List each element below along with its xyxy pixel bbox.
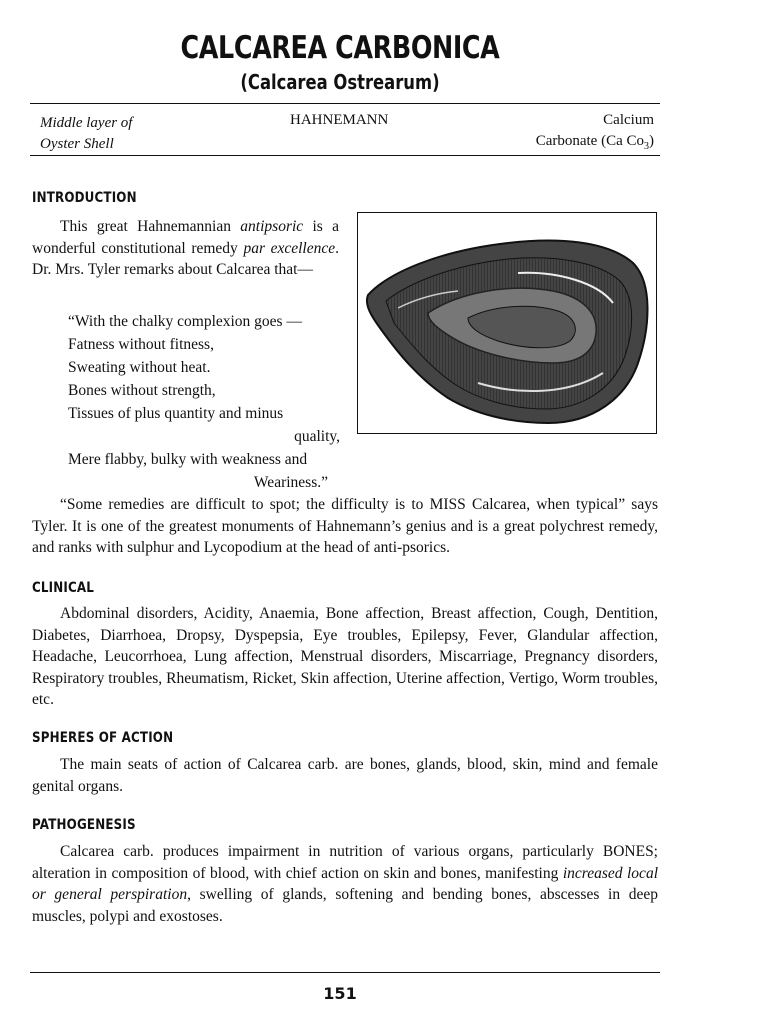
chemical-formula: [536, 110, 654, 157]
header-top-rule: [30, 103, 660, 104]
quote-line: Sweating without heat.: [68, 359, 211, 376]
clinical-paragraph: Abdominal disorders, Acidity, Anaemia, Bone affection, Breast affection, Cough, Dentition, Diabetes, Diarrhoea, Dropsy, Dyspepsia, Eye troubles, Epilepsy, Fever, Glandular affection, Headache, Leucorrhoea, Lung affection, Menstrual disorders, Miscarriage, Pregnancy disorders, Respiratory troubles, Rheumatism, Ricket, Skin affection, Uterine affection, Vertigo, Worm troubles, etc.: [32, 605, 658, 708]
prover-name: HAHNEMANN: [290, 112, 389, 128]
pathogenesis-em: increased local or general perspiration: [32, 864, 658, 903]
tyler-quote: [68, 310, 340, 494]
footer-rule: [30, 972, 660, 973]
source-line-2: Oyster Shell: [40, 136, 114, 152]
formula-line-2: [536, 131, 654, 157]
pathogenesis-text-b: , swelling of glands, softening and bending bones, abscesses in deep muscles, polypi and exostoses.: [32, 886, 658, 925]
oyster-shell-image: [358, 213, 655, 432]
quote-line: quality,: [294, 428, 340, 445]
intro-text-b: is a wonderful constitutional remedy: [32, 218, 340, 257]
pathogenesis-paragraph: [32, 841, 658, 927]
spheres-paragraph: The main seats of action of Calcarea carb. are bones, glands, blood, skin, mind and female genital organs.: [32, 756, 658, 795]
quote-line: Mere flabby, bulky with weakness and: [68, 451, 308, 468]
intro-paragraph-1: [32, 216, 339, 281]
quote-line: Tissues of plus quantity and minus: [68, 405, 284, 422]
intro-text-c: . Dr. Mrs. Tyler remarks about Calcarea that—: [32, 239, 339, 278]
oyster-shell-illustration: [357, 212, 657, 434]
formula-subscript: 3: [644, 141, 649, 152]
heading-clinical: CLINICAL: [32, 580, 95, 596]
heading-introduction: INTRODUCTION: [32, 190, 137, 206]
page-title: CALCAREA CARBONICA: [180, 30, 500, 66]
quote-line: Fatness without fitness,: [68, 336, 214, 353]
formula-line-1: Calcium: [603, 112, 654, 128]
header-bottom-rule: [30, 155, 660, 156]
quote-line: Bones without strength,: [68, 382, 216, 399]
formula-text: Carbonate (Ca Co: [535, 133, 644, 149]
page-number: 151: [323, 984, 357, 1003]
quote-line: “With the chalky complexion goes —: [68, 313, 302, 330]
pathogenesis-text-a: Calcarea carb. produces impairment in nutrition of various organs, particularly BONES; alteration in composition of blood, with chief action on skin and bones, manifesting: [32, 843, 658, 882]
intro-text-a: This great Hahnemannian: [60, 218, 241, 235]
source-info: [40, 113, 132, 155]
formula-close: ): [649, 133, 654, 149]
page-subtitle: (Calcarea Ostrearum): [240, 70, 440, 94]
intro-em-antipsoric: antipsoric: [240, 218, 304, 235]
heading-pathogenesis: PATHOGENESIS: [32, 817, 136, 833]
intro-em-par-excellence: par excellence: [243, 239, 336, 257]
intro-paragraph-2: “Some remedies are difficult to spot; the difficulty is to MISS Calcarea, when typical” says Tyler. It is one of the greatest monuments of Hahnemann’s genius and is a great polychrest remedy, and ranks with sulphur and Lycopodium at the head of anti-psorics.: [32, 496, 658, 556]
quote-line: Weariness.”: [253, 474, 328, 491]
source-line-1: Middle layer of: [40, 115, 133, 131]
heading-spheres-of-action: SPHERES OF ACTION: [32, 730, 174, 746]
